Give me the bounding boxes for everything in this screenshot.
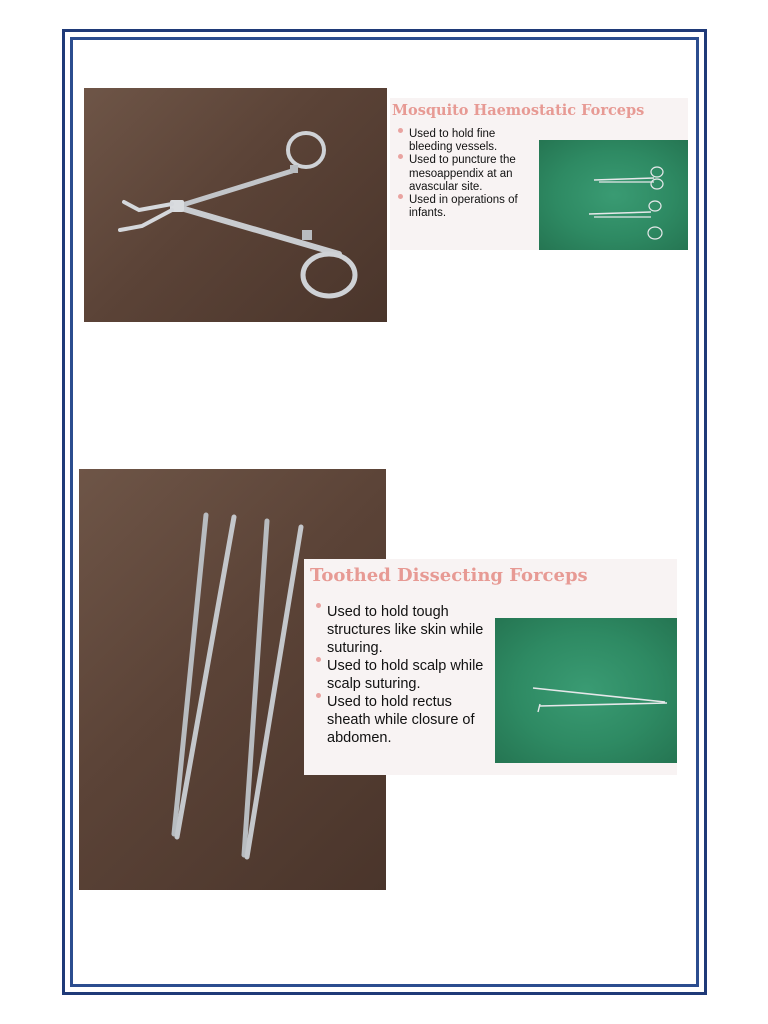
bullet-item: Used to hold rectus sheath while closure of abdomen. xyxy=(314,693,496,747)
bullet-item: Used to hold scalp while scalp suturing. xyxy=(314,657,496,693)
slide-title: Toothed Dissecting Forceps xyxy=(310,565,588,586)
toothed-forceps-slide xyxy=(304,559,677,775)
forceps-pair-illustration xyxy=(539,140,688,250)
slide-title: Mosquito Haemostatic Forceps xyxy=(392,102,645,119)
bullet-list xyxy=(314,603,496,747)
mosquito-forceps-photo xyxy=(84,88,387,322)
single-forceps-illustration xyxy=(495,618,677,763)
slide-forceps-photo xyxy=(495,618,677,763)
bullet-item: Used to hold tough structures like skin while suturing. xyxy=(314,603,496,657)
bullet-item: Used to hold fine bleeding vessels. xyxy=(396,128,538,154)
forceps-illustration xyxy=(84,88,387,322)
bullet-list xyxy=(396,128,538,220)
bullet-item: Used to puncture the mesoappendix at an avascular site. xyxy=(396,154,538,194)
slide-forceps-photo xyxy=(539,140,688,250)
mosquito-forceps-slide xyxy=(390,98,688,250)
bullet-item: Used in operations of infants. xyxy=(396,194,538,220)
